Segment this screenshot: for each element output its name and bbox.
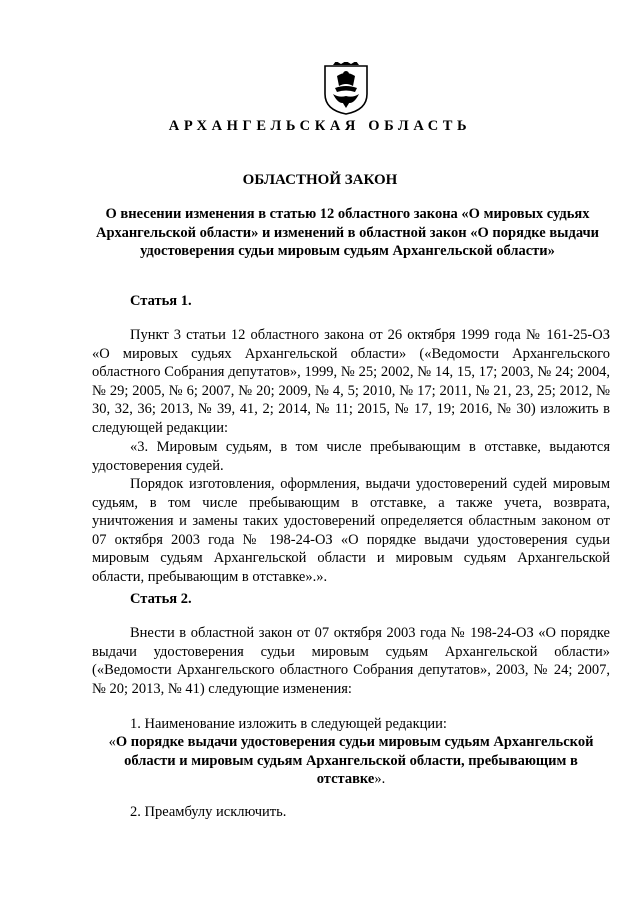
- article-1-paragraph-2: «3. Мировым судьям, в том числе пребывающим в отставке, выдаются удостоверения судей.: [92, 439, 610, 474]
- article-2-heading: Статья 2.: [130, 591, 192, 607]
- article-2-item-1: 1. Наименование изложить в следующей редакции:: [130, 716, 447, 732]
- article-1-heading: Статья 1.: [130, 293, 192, 309]
- region-name: АРХАНГЕЛЬСКАЯ ОБЛАСТЬ: [168, 118, 472, 134]
- article-1-paragraph-3: Порядок изготовления, оформления, выдачи удостоверений судей мировым судьям, в том числе пребывающим в отставке, а также учета, возврата, уничтожения и замены таких удостоверений определяется областным законом от 07 октября 2003 года № 198-24-ОЗ «О порядке выдачи удостоверения судьи мировым судьям Архангельской области и мировым судьям Архангельской области, пребывающим в отставке».».: [92, 476, 610, 585]
- law-title: О внесении изменения в статью 12 областного закона «О мировых судьях Архангельской области» и изменений в областной закон «О порядке выдачи удостоверения судьи мировым судьям Архангельской области»: [95, 206, 600, 260]
- article-2-item-2: 2. Преамбулу исключить.: [130, 804, 287, 820]
- new-title-text: О порядке выдачи удостоверения судьи мировым судьям Архангельской области и мировым судьям Архангельской области, пребывающим в отставке: [115, 734, 594, 788]
- quote-open: «: [108, 734, 116, 750]
- article-1-paragraph-1: Пункт 3 статьи 12 областного закона от 26 октября 1999 года № 161-25-ОЗ «О мировых судьях Архангельской области» («Ведомости Архангельского областного Собрания депутатов», 1999, № 25; 2002, № 14, 15, 17; 2003, № 24; 2004, № 29; 2005, № 6; 2007, № 20; 2009, № 4, 5; 2010, № 17; 2011, № 21, 23, 25; 2012, № 30, 32, 36; 2013, № 39, 41, 2; 2014, № 11; 2015, № 17, 19; 2016, № 30) изложить в следующей редакции:: [92, 327, 610, 436]
- law-type: ОБЛАСТНОЙ ЗАКОН: [242, 172, 398, 188]
- article-2-paragraph-1: Внести в областной закон от 07 октября 2003 года № 198-24-ОЗ «О порядке выдачи удостоверения судьи мировым судьям Архангельской области» («Ведомости Архангельского областного Собрания депутатов», 2003, № 24; 2007, № 20; 2013, № 41) следующие изменения:: [92, 625, 610, 697]
- quote-close: ».: [374, 771, 386, 788]
- arkhangelsk-coat-of-arms-icon: [321, 62, 371, 116]
- new-title-quote: [105, 733, 597, 789]
